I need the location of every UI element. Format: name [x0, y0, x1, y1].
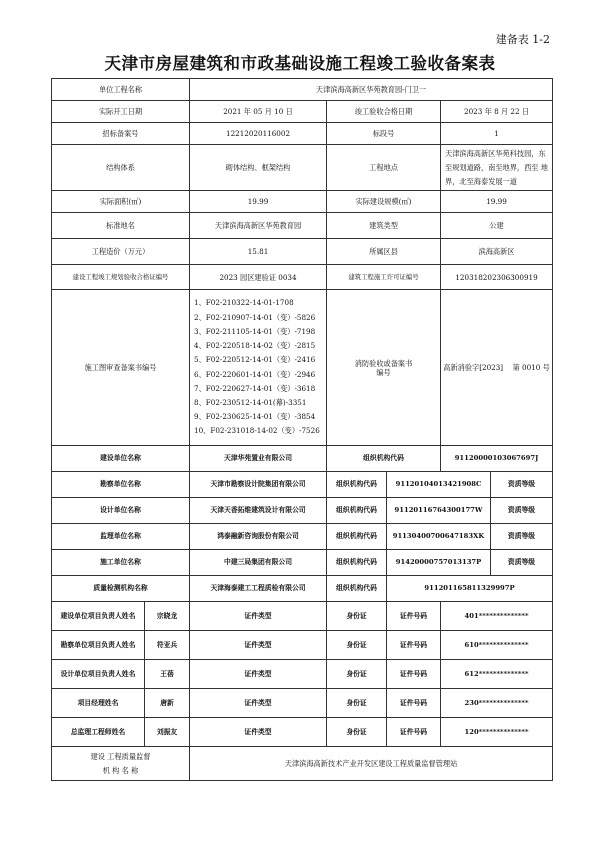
row-certificates [52, 265, 553, 290]
value-planning-cert: 2023 园区建验证 0034 [190, 265, 327, 290]
unit-code-label: 组织机构代码 [327, 446, 441, 472]
label-fire-filing [327, 290, 441, 446]
label-cost: 工程造价（万元） [52, 239, 190, 265]
row-bid [52, 123, 553, 145]
form-number: 建备表 1-2 [495, 33, 550, 46]
unit-code: 91420000757013137P [387, 550, 491, 576]
row-standard-name [52, 213, 553, 239]
unit-name: 天津天香拓维建筑设计有限公司 [190, 498, 327, 524]
label-planning-cert: 建设工程竣工规划验收合格证编号 [52, 265, 190, 290]
cert-no-value: 612************** [441, 660, 553, 689]
unit-role: 设计单位名称 [52, 498, 190, 524]
unit-code: 91120000103067697J [441, 446, 553, 472]
drawing-review-item: 10、F02-231018-14-02（变）-7526 [194, 426, 320, 436]
unit-code-label: 组织机构代码 [327, 472, 387, 498]
unit-level-label: 资质等级 [491, 550, 553, 576]
row-dates [52, 101, 553, 123]
label-drawing-review: 施工图审查备案书编号 [52, 290, 190, 446]
cert-type-label: 证件类型 [190, 602, 327, 631]
cert-no-label: 证件号码 [387, 602, 441, 631]
person-name: 刘振友 [145, 718, 190, 747]
label-start-date: 实际开工日期 [52, 101, 190, 123]
label-fire-filing-line1: 消防验收或备案书 [354, 358, 413, 368]
cert-no-label: 证件号码 [387, 689, 441, 718]
value-supervision-org: 天津滨海高新技术产业开发区建设工程质量监督管理站 [190, 747, 553, 781]
value-scale: 19.99 [441, 191, 553, 213]
value-start-date: 2021 年 05 月 10 日 [190, 101, 327, 123]
person-row [52, 689, 553, 718]
row-cost [52, 239, 553, 265]
unit-role: 建设单位名称 [52, 446, 190, 472]
cert-no-value: 401************** [441, 602, 553, 631]
drawing-review-item: 7、F02-220627-14-01（变）-3618 [194, 383, 316, 393]
cert-no-label: 证件号码 [387, 718, 441, 747]
label-accept-date: 竣工验收合格日期 [327, 101, 441, 123]
value-section-no: 1 [441, 123, 553, 145]
label-project-name: 单位工程名称 [52, 79, 190, 101]
drawing-review-item: 3、F02-211105-14-01（变）-7198 [194, 326, 316, 336]
row-area [52, 191, 553, 213]
person-role: 勘察单位项目负责人姓名 [52, 631, 145, 660]
unit-row-survey [52, 472, 553, 498]
value-building-type: 公建 [441, 213, 553, 239]
label-supervision-line1: 建设 工程质量监督 [90, 751, 151, 761]
cert-no-value: 610************** [441, 631, 553, 660]
unit-row-testing [52, 576, 553, 602]
value-district: 滨海高新区 [441, 239, 553, 265]
person-name: 宗晓龙 [145, 602, 190, 631]
value-structure: 砌体结构、框架结构 [190, 145, 327, 191]
unit-code-label: 组织机构代码 [327, 550, 387, 576]
cert-type-label: 证件类型 [190, 689, 327, 718]
unit-code-label: 组织机构代码 [327, 576, 387, 602]
unit-name: 天津海泰建工工程质检有限公司 [190, 576, 327, 602]
unit-code: 911201165811329997P [387, 576, 553, 602]
label-fire-filing-line2: 编号 [376, 367, 391, 377]
value-cost: 15.81 [190, 239, 327, 265]
cert-type-value: 身份证 [327, 718, 387, 747]
cert-type-value: 身份证 [327, 689, 387, 718]
unit-level-label: 资质等级 [491, 472, 553, 498]
drawing-review-list [190, 290, 327, 446]
person-name: 符亚兵 [145, 631, 190, 660]
unit-role: 施工单位名称 [52, 550, 190, 576]
value-permit-no: 120318202306300919 [441, 265, 553, 290]
unit-code-label: 组织机构代码 [327, 524, 387, 550]
cert-type-value: 身份证 [327, 631, 387, 660]
unit-level-label: 资质等级 [491, 498, 553, 524]
drawing-review-item: 8、F02-230512-14-01(幕)-3351 [194, 397, 307, 407]
drawing-review-item: 1、F02-210322-14-01-1708 [194, 298, 294, 308]
cert-type-value: 身份证 [327, 660, 387, 689]
row-project-name [52, 79, 553, 101]
cert-type-label: 证件类型 [190, 631, 327, 660]
value-area: 19.99 [190, 191, 327, 213]
person-row [52, 660, 553, 689]
row-supervision-org [52, 747, 553, 781]
person-row [52, 631, 553, 660]
unit-code: 91120116764300177W [387, 498, 491, 524]
cert-type-label: 证件类型 [190, 718, 327, 747]
label-scale: 实际建设规模(㎡) [327, 191, 441, 213]
row-drawing-review [52, 290, 553, 446]
row-structure [52, 145, 553, 191]
unit-row-contractor [52, 550, 553, 576]
label-district: 所属区县 [327, 239, 441, 265]
unit-level-label: 资质等级 [491, 524, 553, 550]
person-role: 项目经理姓名 [52, 689, 145, 718]
person-role: 总监理工程师姓名 [52, 718, 145, 747]
label-bid-no: 招标备案号 [52, 123, 190, 145]
label-building-type: 建筑类型 [327, 213, 441, 239]
drawing-review-item: 5、F02-220512-14-01（变）-2416 [194, 355, 316, 365]
label-area: 实际面积(㎡) [52, 191, 190, 213]
filing-table [51, 78, 553, 781]
unit-role: 质量检测机构名称 [52, 576, 190, 602]
cert-no-value: 120************** [441, 718, 553, 747]
label-supervision-org [52, 747, 190, 781]
unit-role: 勘察单位名称 [52, 472, 190, 498]
person-name: 唐新 [145, 689, 190, 718]
cert-no-label: 证件号码 [387, 660, 441, 689]
unit-row-design [52, 498, 553, 524]
value-location: 天津滨海高新区华苑科技园，东至规划道路，南至地界，西至 地界，北至海泰发展一道 [441, 145, 553, 191]
value-fire-filing: 高新消验字[2023] 第 0010 号 [441, 290, 553, 446]
person-row [52, 718, 553, 747]
cert-type-label: 证件类型 [190, 660, 327, 689]
drawing-review-item: 4、F02-220518-14-02（变）-2815 [194, 341, 316, 351]
cert-type-value: 身份证 [327, 602, 387, 631]
person-row [52, 602, 553, 631]
unit-code-label: 组织机构代码 [327, 498, 387, 524]
value-standard-name: 天津滨海高新区华苑教育园 [190, 213, 327, 239]
page-title: 天津市房屋建筑和市政基础设施工程竣工验收备案表 [104, 54, 496, 73]
unit-row-supervision [52, 524, 553, 550]
unit-name: 鸿泰融新咨询股份有限公司 [190, 524, 327, 550]
person-name: 王蓓 [145, 660, 190, 689]
unit-name: 天津华苑置业有限公司 [190, 446, 327, 472]
unit-name: 天津市勘察设计院集团有限公司 [190, 472, 327, 498]
unit-row-construction [52, 446, 553, 472]
drawing-review-item: 9、F02-230625-14-01（变）-3854 [194, 412, 316, 422]
unit-name: 中建三局集团有限公司 [190, 550, 327, 576]
unit-code: 91120104013421908C [387, 472, 491, 498]
label-location: 工程地点 [327, 145, 441, 191]
value-project-name: 天津滨海高新区华苑教育园-门卫一 [190, 79, 553, 101]
label-supervision-line2: 机 构 名 称 [102, 765, 139, 775]
label-section-no: 标段号 [327, 123, 441, 145]
label-standard-name: 标准地名 [52, 213, 190, 239]
drawing-review-item: 2、F02-210907-14-01（变）-5826 [194, 312, 316, 322]
cert-no-label: 证件号码 [387, 631, 441, 660]
value-bid-no: 12212020116002 [190, 123, 327, 145]
unit-code: 91130400700647183XK [387, 524, 491, 550]
label-structure: 结构体系 [52, 145, 190, 191]
person-role: 设计单位项目负责人姓名 [52, 660, 145, 689]
unit-role: 监理单位名称 [52, 524, 190, 550]
cert-no-value: 230************** [441, 689, 553, 718]
drawing-review-item: 6、F02-220601-14-01（变）-2946 [194, 369, 316, 379]
value-accept-date: 2023 年 8 月 22 日 [441, 101, 553, 123]
person-role: 建设单位项目负责人姓名 [52, 602, 145, 631]
label-permit-no: 建筑工程施工许可证编号 [327, 265, 441, 290]
